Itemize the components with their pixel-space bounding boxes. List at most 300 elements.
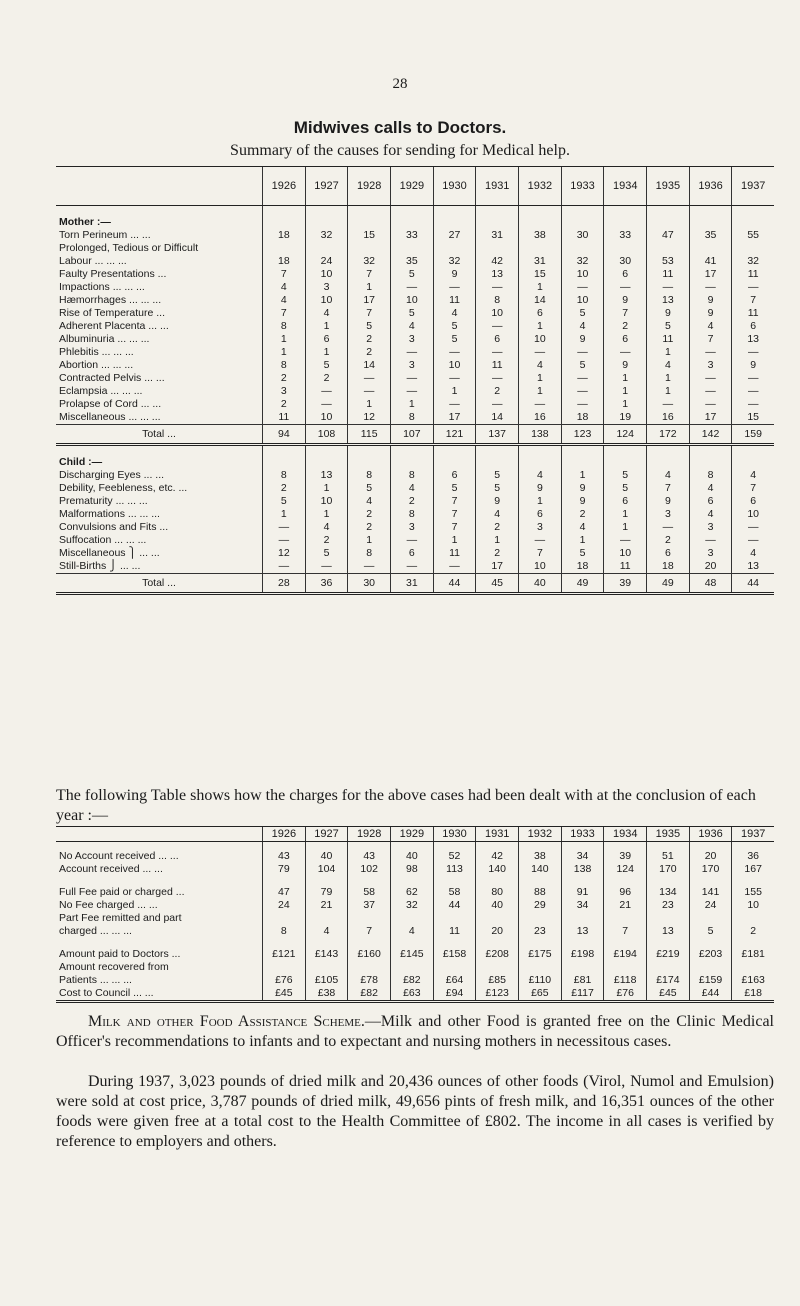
cell-value: 4 bbox=[689, 508, 732, 521]
cell-value: 10 bbox=[561, 268, 604, 281]
cell-value bbox=[604, 912, 647, 925]
cell-value: 10 bbox=[305, 268, 348, 281]
cell-value: 4 bbox=[305, 307, 348, 320]
causes-table-header bbox=[56, 167, 774, 206]
table-row bbox=[56, 948, 774, 961]
table-row bbox=[56, 521, 774, 534]
cell-blank bbox=[433, 445, 476, 470]
cell-value: — bbox=[689, 372, 732, 385]
cell-value: 2 bbox=[348, 521, 391, 534]
cell-value: 8 bbox=[391, 508, 434, 521]
cell-blank bbox=[433, 206, 476, 230]
cell-blank bbox=[263, 876, 306, 886]
cell-value: 5 bbox=[433, 320, 476, 333]
cell-value: 2 bbox=[476, 385, 519, 398]
cell-value: 52 bbox=[433, 850, 476, 863]
cell-value: 3 bbox=[689, 521, 732, 534]
cell-value: £181 bbox=[732, 948, 774, 961]
cell-value: — bbox=[348, 385, 391, 398]
cell-value: 51 bbox=[647, 850, 690, 863]
cell-value: 7 bbox=[732, 482, 774, 495]
cell-value: 32 bbox=[348, 255, 391, 268]
cell-value: 47 bbox=[647, 229, 690, 242]
cell-value: 107 bbox=[391, 425, 434, 445]
cell-value: 8 bbox=[391, 411, 434, 425]
row-label: Impactions ... ... ... bbox=[59, 281, 145, 293]
cell-value: 134 bbox=[647, 886, 690, 899]
cell-blank bbox=[476, 876, 519, 886]
cell-value: 8 bbox=[476, 294, 519, 307]
cell-value: 18 bbox=[561, 411, 604, 425]
cell-value: 8 bbox=[263, 320, 306, 333]
cell-value: 6 bbox=[476, 333, 519, 346]
milk-paragraph bbox=[56, 1012, 774, 1052]
cell-value: 123 bbox=[561, 425, 604, 445]
cell-value: £198 bbox=[561, 948, 604, 961]
row-label: Still-Births ⎭ ... ... bbox=[59, 560, 141, 572]
cell-value: 1 bbox=[348, 281, 391, 294]
cell-value: 13 bbox=[732, 333, 774, 346]
cell-blank bbox=[647, 938, 690, 948]
cell-value: 14 bbox=[476, 411, 519, 425]
cell-value: — bbox=[391, 534, 434, 547]
cell-value bbox=[391, 242, 434, 255]
cell-value bbox=[476, 961, 519, 974]
table-row bbox=[56, 398, 774, 411]
cell-blank bbox=[732, 206, 774, 230]
cell-value: 4 bbox=[476, 508, 519, 521]
cell-value: 7 bbox=[433, 508, 476, 521]
cell-value: 6 bbox=[519, 307, 562, 320]
cell-value: 142 bbox=[689, 425, 732, 445]
cell-value: 10 bbox=[305, 294, 348, 307]
cell-value: 1 bbox=[647, 372, 690, 385]
cell-value: 3 bbox=[647, 508, 690, 521]
row-label: charged ... ... ... bbox=[59, 925, 132, 937]
cell-value: 27 bbox=[433, 229, 476, 242]
cell-value: — bbox=[647, 398, 690, 411]
year-header: 1926 bbox=[263, 827, 306, 842]
cell-value: 3 bbox=[689, 359, 732, 372]
cell-value: 42 bbox=[476, 255, 519, 268]
cell-value: 3 bbox=[263, 385, 306, 398]
cell-value: 47 bbox=[263, 886, 306, 899]
row-label: Eclampsia ... ... ... bbox=[59, 385, 143, 397]
cell-value: 80 bbox=[476, 886, 519, 899]
cell-value: — bbox=[476, 398, 519, 411]
cell-value bbox=[348, 242, 391, 255]
cell-value: 7 bbox=[433, 495, 476, 508]
cell-blank bbox=[476, 842, 519, 851]
cell-value: — bbox=[433, 372, 476, 385]
cell-value: 1 bbox=[305, 482, 348, 495]
cell-value: £64 bbox=[433, 974, 476, 987]
cell-value: 20 bbox=[689, 560, 732, 574]
cell-value: — bbox=[604, 281, 647, 294]
cell-value: 1 bbox=[433, 385, 476, 398]
cell-value: 39 bbox=[604, 850, 647, 863]
cell-value: 17 bbox=[348, 294, 391, 307]
table-row bbox=[56, 385, 774, 398]
cell-value: 35 bbox=[689, 229, 732, 242]
cell-value: £18 bbox=[732, 987, 774, 1002]
cell-value: 44 bbox=[433, 899, 476, 912]
cell-value: — bbox=[689, 534, 732, 547]
cell-value bbox=[476, 242, 519, 255]
section-title: Child :— bbox=[59, 456, 103, 468]
row-label: Abortion ... ... ... bbox=[59, 359, 134, 371]
cell-value: 10 bbox=[305, 411, 348, 425]
cell-value: 44 bbox=[433, 574, 476, 594]
cell-blank bbox=[519, 842, 562, 851]
cell-value: — bbox=[519, 534, 562, 547]
cell-value bbox=[519, 912, 562, 925]
milk-heading: Milk and other Food Assistance Scheme. bbox=[88, 1013, 365, 1030]
cell-blank bbox=[647, 842, 690, 851]
cell-value: 4 bbox=[561, 320, 604, 333]
cell-value: 12 bbox=[348, 411, 391, 425]
cell-value: — bbox=[433, 346, 476, 359]
cell-value: 7 bbox=[604, 925, 647, 938]
cell-blank bbox=[519, 876, 562, 886]
cell-value: 10 bbox=[519, 333, 562, 346]
cell-value: 8 bbox=[263, 925, 306, 938]
cell-value: 17 bbox=[476, 560, 519, 574]
header-blank bbox=[56, 827, 263, 842]
cell-value: — bbox=[348, 372, 391, 385]
cell-value: 7 bbox=[519, 547, 562, 560]
cell-blank bbox=[391, 445, 434, 470]
page-subheading: Summary of the causes for sending for Medical help. bbox=[230, 142, 570, 159]
cell-blank bbox=[647, 445, 690, 470]
cell-value: — bbox=[561, 385, 604, 398]
cell-value: — bbox=[647, 521, 690, 534]
cell-value: 11 bbox=[433, 294, 476, 307]
cell-value: 1 bbox=[519, 320, 562, 333]
cell-value: £158 bbox=[433, 948, 476, 961]
cell-value: 7 bbox=[689, 333, 732, 346]
cell-value: £118 bbox=[604, 974, 647, 987]
cell-value: 37 bbox=[348, 899, 391, 912]
cell-value: 4 bbox=[348, 495, 391, 508]
cell-value: £38 bbox=[305, 987, 348, 1002]
cell-value: 7 bbox=[433, 521, 476, 534]
cell-value: £160 bbox=[348, 948, 391, 961]
cell-value: 2 bbox=[263, 398, 306, 411]
row-label: Prolonged, Tedious or Difficult bbox=[59, 242, 199, 254]
cell-value: 41 bbox=[689, 255, 732, 268]
cell-value: 48 bbox=[689, 574, 732, 594]
cell-blank bbox=[689, 842, 732, 851]
cell-value bbox=[732, 242, 774, 255]
cell-value: £45 bbox=[263, 987, 306, 1002]
page-number: 28 bbox=[392, 76, 408, 92]
cell-value: 1 bbox=[263, 346, 306, 359]
cell-value: 155 bbox=[732, 886, 774, 899]
cell-blank bbox=[56, 938, 263, 948]
year-header: 1936 bbox=[689, 167, 732, 206]
cell-value bbox=[305, 961, 348, 974]
cell-value: £194 bbox=[604, 948, 647, 961]
cell-value: 9 bbox=[561, 495, 604, 508]
table-row bbox=[56, 560, 774, 574]
cell-value: 11 bbox=[647, 268, 690, 281]
cell-value: — bbox=[519, 398, 562, 411]
cell-value: 172 bbox=[647, 425, 690, 445]
cell-value: 11 bbox=[263, 411, 306, 425]
cell-value bbox=[305, 912, 348, 925]
cell-value: 17 bbox=[433, 411, 476, 425]
cell-blank bbox=[647, 876, 690, 886]
cell-value: 1 bbox=[519, 385, 562, 398]
cell-value: 40 bbox=[305, 850, 348, 863]
cell-value: 5 bbox=[689, 925, 732, 938]
cell-value bbox=[689, 961, 732, 974]
row-label: Amount recovered from bbox=[59, 961, 169, 973]
cell-value: £82 bbox=[391, 974, 434, 987]
cell-value: 3 bbox=[391, 359, 434, 372]
cell-blank bbox=[604, 938, 647, 948]
cell-value: 1 bbox=[604, 372, 647, 385]
table-row bbox=[56, 925, 774, 938]
cell-value: 45 bbox=[476, 574, 519, 594]
table-row bbox=[56, 268, 774, 281]
cell-blank bbox=[305, 938, 348, 948]
cell-value: £76 bbox=[263, 974, 306, 987]
cell-value bbox=[561, 961, 604, 974]
cell-value: 8 bbox=[263, 469, 306, 482]
cell-value: 7 bbox=[348, 307, 391, 320]
cell-value: 124 bbox=[604, 863, 647, 876]
cell-value bbox=[689, 912, 732, 925]
cell-value: 13 bbox=[476, 268, 519, 281]
cell-value: 5 bbox=[647, 320, 690, 333]
cell-value: 4 bbox=[263, 281, 306, 294]
row-label: Hæmorrhages ... ... ... bbox=[59, 294, 162, 306]
cell-blank bbox=[305, 206, 348, 230]
row-label: Total ... bbox=[56, 574, 263, 594]
cell-value: 7 bbox=[348, 268, 391, 281]
cell-value: — bbox=[305, 560, 348, 574]
group-spacer bbox=[56, 938, 774, 948]
cell-value: 13 bbox=[732, 560, 774, 574]
row-label: Prematurity ... ... ... bbox=[59, 495, 148, 507]
cell-blank bbox=[476, 938, 519, 948]
group-spacer bbox=[56, 842, 774, 851]
cell-blank bbox=[433, 842, 476, 851]
row-label: Suffocation ... ... ... bbox=[59, 534, 147, 546]
cell-blank bbox=[305, 876, 348, 886]
cell-blank bbox=[647, 206, 690, 230]
cell-value: 1 bbox=[348, 398, 391, 411]
cell-value: 6 bbox=[391, 547, 434, 560]
cell-value: £65 bbox=[519, 987, 562, 1002]
cell-value: 23 bbox=[519, 925, 562, 938]
cell-value: 115 bbox=[348, 425, 391, 445]
row-label: Miscellaneous ⎫ ... ... bbox=[59, 547, 160, 559]
cell-value: £82 bbox=[348, 987, 391, 1002]
cell-value: — bbox=[689, 346, 732, 359]
cell-value: 1 bbox=[263, 508, 306, 521]
cell-value: 13 bbox=[647, 294, 690, 307]
cell-blank bbox=[732, 876, 774, 886]
cell-value: £78 bbox=[348, 974, 391, 987]
cell-blank bbox=[391, 876, 434, 886]
row-label: Total ... bbox=[56, 425, 263, 445]
table-row bbox=[56, 534, 774, 547]
cell-value: 14 bbox=[348, 359, 391, 372]
cell-value bbox=[476, 912, 519, 925]
row-label: Debility, Feebleness, etc. ... bbox=[59, 482, 188, 494]
cell-value: — bbox=[732, 385, 774, 398]
table-row bbox=[56, 547, 774, 560]
cell-value: 4 bbox=[305, 521, 348, 534]
page-heading: Midwives calls to Doctors. bbox=[293, 118, 507, 137]
milk-text: —Milk and other Food is granted free on the Clinic Medical Officer's recommendations to infants and to expectant and nursing mothers in necessitous cases. bbox=[56, 1013, 774, 1050]
cell-value: 55 bbox=[732, 229, 774, 242]
cell-value bbox=[732, 912, 774, 925]
cell-value: 6 bbox=[604, 495, 647, 508]
year-header: 1931 bbox=[476, 167, 519, 206]
cell-value: 2 bbox=[263, 482, 306, 495]
cell-value: 6 bbox=[647, 547, 690, 560]
cell-blank bbox=[689, 445, 732, 470]
cell-value bbox=[263, 912, 306, 925]
cell-value: 1 bbox=[604, 508, 647, 521]
cell-value: 10 bbox=[732, 899, 774, 912]
cell-value: 2 bbox=[348, 346, 391, 359]
cell-value bbox=[561, 912, 604, 925]
cell-value: 18 bbox=[647, 560, 690, 574]
table-row bbox=[56, 425, 774, 445]
table-row bbox=[56, 255, 774, 268]
cell-value: 7 bbox=[348, 925, 391, 938]
cell-value: 2 bbox=[391, 495, 434, 508]
cell-blank bbox=[476, 445, 519, 470]
year-header: 1928 bbox=[348, 167, 391, 206]
cell-value: 9 bbox=[689, 294, 732, 307]
cell-value: 140 bbox=[519, 863, 562, 876]
cell-value: 40 bbox=[476, 899, 519, 912]
cell-value: 42 bbox=[476, 850, 519, 863]
cell-value: 4 bbox=[561, 521, 604, 534]
cell-value: 137 bbox=[476, 425, 519, 445]
cell-value: 20 bbox=[476, 925, 519, 938]
cell-value: 108 bbox=[305, 425, 348, 445]
table-row bbox=[56, 495, 774, 508]
cell-value: 5 bbox=[263, 495, 306, 508]
cell-value: 5 bbox=[476, 469, 519, 482]
cell-value: £145 bbox=[391, 948, 434, 961]
cell-value: 2 bbox=[647, 534, 690, 547]
cell-value: — bbox=[348, 560, 391, 574]
cell-value: — bbox=[391, 385, 434, 398]
cell-value: 5 bbox=[348, 482, 391, 495]
cell-value: 140 bbox=[476, 863, 519, 876]
year-header: 1937 bbox=[732, 167, 774, 206]
cell-value: 38 bbox=[519, 850, 562, 863]
cell-value bbox=[348, 912, 391, 925]
cell-blank bbox=[604, 876, 647, 886]
cell-value: 6 bbox=[732, 495, 774, 508]
cell-value: 5 bbox=[604, 469, 647, 482]
cell-value: 1 bbox=[561, 469, 604, 482]
cell-value: 43 bbox=[263, 850, 306, 863]
cell-value: 1 bbox=[647, 346, 690, 359]
year-header: 1927 bbox=[305, 827, 348, 842]
cell-value: — bbox=[263, 521, 306, 534]
cell-value: 159 bbox=[732, 425, 774, 445]
cell-value: 7 bbox=[732, 294, 774, 307]
cell-blank bbox=[348, 842, 391, 851]
year-header: 1935 bbox=[647, 167, 690, 206]
cell-value: 9 bbox=[732, 359, 774, 372]
cell-value: — bbox=[647, 281, 690, 294]
cell-value: 124 bbox=[604, 425, 647, 445]
cell-value: 11 bbox=[476, 359, 519, 372]
cell-value: — bbox=[732, 534, 774, 547]
cell-value: 5 bbox=[348, 320, 391, 333]
cell-value: £110 bbox=[519, 974, 562, 987]
row-label: Faulty Presentations ... bbox=[59, 268, 167, 280]
cell-value: 138 bbox=[519, 425, 562, 445]
cell-value: 16 bbox=[647, 411, 690, 425]
row-label: Adherent Placenta ... ... bbox=[59, 320, 169, 332]
cell-value: £105 bbox=[305, 974, 348, 987]
cell-blank bbox=[433, 938, 476, 948]
header-blank bbox=[56, 167, 263, 206]
cell-value: 8 bbox=[348, 469, 391, 482]
row-label: Convulsions and Fits ... bbox=[59, 521, 169, 533]
table-row bbox=[56, 294, 774, 307]
cell-blank bbox=[604, 842, 647, 851]
cell-value: 79 bbox=[305, 886, 348, 899]
cell-value: 2 bbox=[348, 333, 391, 346]
cell-value: 15 bbox=[732, 411, 774, 425]
cell-value: — bbox=[604, 346, 647, 359]
cell-value: 23 bbox=[647, 899, 690, 912]
cell-value: 3 bbox=[391, 521, 434, 534]
cell-value: 1 bbox=[305, 346, 348, 359]
cell-blank bbox=[561, 206, 604, 230]
year-header: 1934 bbox=[604, 827, 647, 842]
cell-value: — bbox=[604, 534, 647, 547]
cell-blank bbox=[56, 876, 263, 886]
cell-value: 5 bbox=[305, 359, 348, 372]
cell-value: 5 bbox=[433, 333, 476, 346]
table-row bbox=[56, 411, 774, 425]
section-title: Mother :— bbox=[59, 216, 111, 228]
cell-value: 6 bbox=[433, 469, 476, 482]
cell-value bbox=[647, 912, 690, 925]
cell-value: 31 bbox=[476, 229, 519, 242]
year-header: 1937 bbox=[732, 827, 774, 842]
cell-blank bbox=[561, 938, 604, 948]
cell-value: — bbox=[433, 398, 476, 411]
year-header: 1932 bbox=[519, 827, 562, 842]
cell-value: 19 bbox=[604, 411, 647, 425]
cell-value: 32 bbox=[433, 255, 476, 268]
cell-value: 13 bbox=[647, 925, 690, 938]
intro-text: The following Table shows how the charges for the above cases had been dealt with at the conclusion of each year :— bbox=[56, 787, 756, 824]
cell-value: — bbox=[561, 398, 604, 411]
cell-value: 1 bbox=[476, 534, 519, 547]
cell-value: — bbox=[476, 281, 519, 294]
cell-value bbox=[604, 242, 647, 255]
cell-value: 8 bbox=[263, 359, 306, 372]
cell-value: 1 bbox=[604, 398, 647, 411]
cell-value: — bbox=[732, 521, 774, 534]
